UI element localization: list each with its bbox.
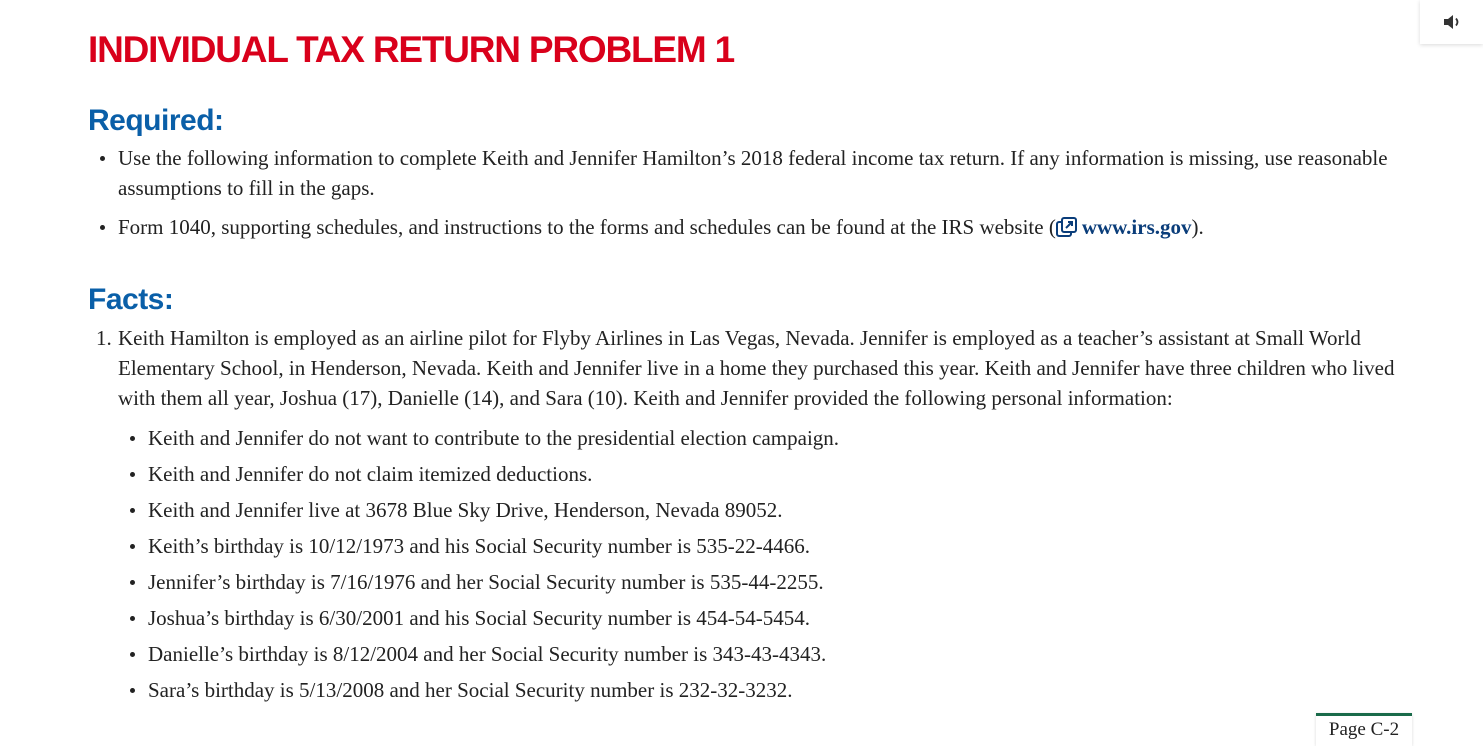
facts-list — [88, 323, 1398, 705]
list-item: Danielle’s birthday is 8/12/2004 and her Social Security number is 343-43-4343. — [118, 639, 1398, 669]
facts-heading: Facts: — [88, 283, 174, 316]
list-item-text: Form 1040, supporting schedules, and instructions to the forms and schedules can be found at the IRS website ( — [118, 215, 1056, 239]
list-item: Sara’s birthday is 5/13/2008 and her Social Security number is 232-32-3232. — [118, 675, 1398, 705]
fact-item — [88, 323, 1398, 705]
fact-number: 1. — [96, 326, 112, 350]
required-list — [88, 143, 1398, 245]
external-link-icon — [1056, 215, 1078, 245]
list-item: Keith and Jennifer live at 3678 Blue Sky Drive, Henderson, Nevada 89052. — [118, 495, 1398, 525]
page-title: INDIVIDUAL TAX RETURN PROBLEM 1 — [88, 29, 734, 70]
speaker-icon — [1442, 13, 1462, 31]
list-item — [88, 212, 1398, 245]
list-item-text: Use the following information to complete Keith and Jennifer Hamilton’s 2018 federal income tax return. If any information is missing, use reasonable assumptions to fill in the gaps. — [118, 146, 1388, 200]
list-item: Keith’s birthday is 10/12/1973 and his Social Security number is 535-22-4466. — [118, 531, 1398, 561]
list-item: Keith and Jennifer do not claim itemized deductions. — [118, 459, 1398, 489]
list-item: Keith and Jennifer do not want to contribute to the presidential election campaign. — [118, 423, 1398, 453]
personal-info-list — [118, 423, 1398, 705]
page-number-label: Page C-2 — [1316, 713, 1412, 746]
list-item: Jennifer’s birthday is 7/16/1976 and her Social Security number is 535-44-2255. — [118, 567, 1398, 597]
required-heading: Required: — [88, 104, 224, 137]
main-content — [88, 28, 1398, 711]
link-suffix: ). — [1191, 215, 1204, 239]
list-item: Joshua’s birthday is 6/30/2001 and his Social Security number is 454-54-5454. — [118, 603, 1398, 633]
irs-website-link[interactable] — [1056, 215, 1192, 239]
read-aloud-button[interactable] — [1420, 0, 1483, 44]
fact-text: Keith Hamilton is employed as an airline pilot for Flyby Airlines in Las Vegas, Nevada. Jennifer is employed as a teacher’s assistant at Small World Elementary School, in Henderson, Nevada. Keith and Jennifer live in a home they purchased this year. Keith and Jennifer have three children who lived with them all year, Joshua (17), Danielle (14), and Sara (10). Keith and Jennifer provided the following personal information: — [118, 326, 1395, 410]
irs-link-text: www.irs.gov — [1081, 215, 1192, 239]
list-item — [88, 143, 1398, 203]
